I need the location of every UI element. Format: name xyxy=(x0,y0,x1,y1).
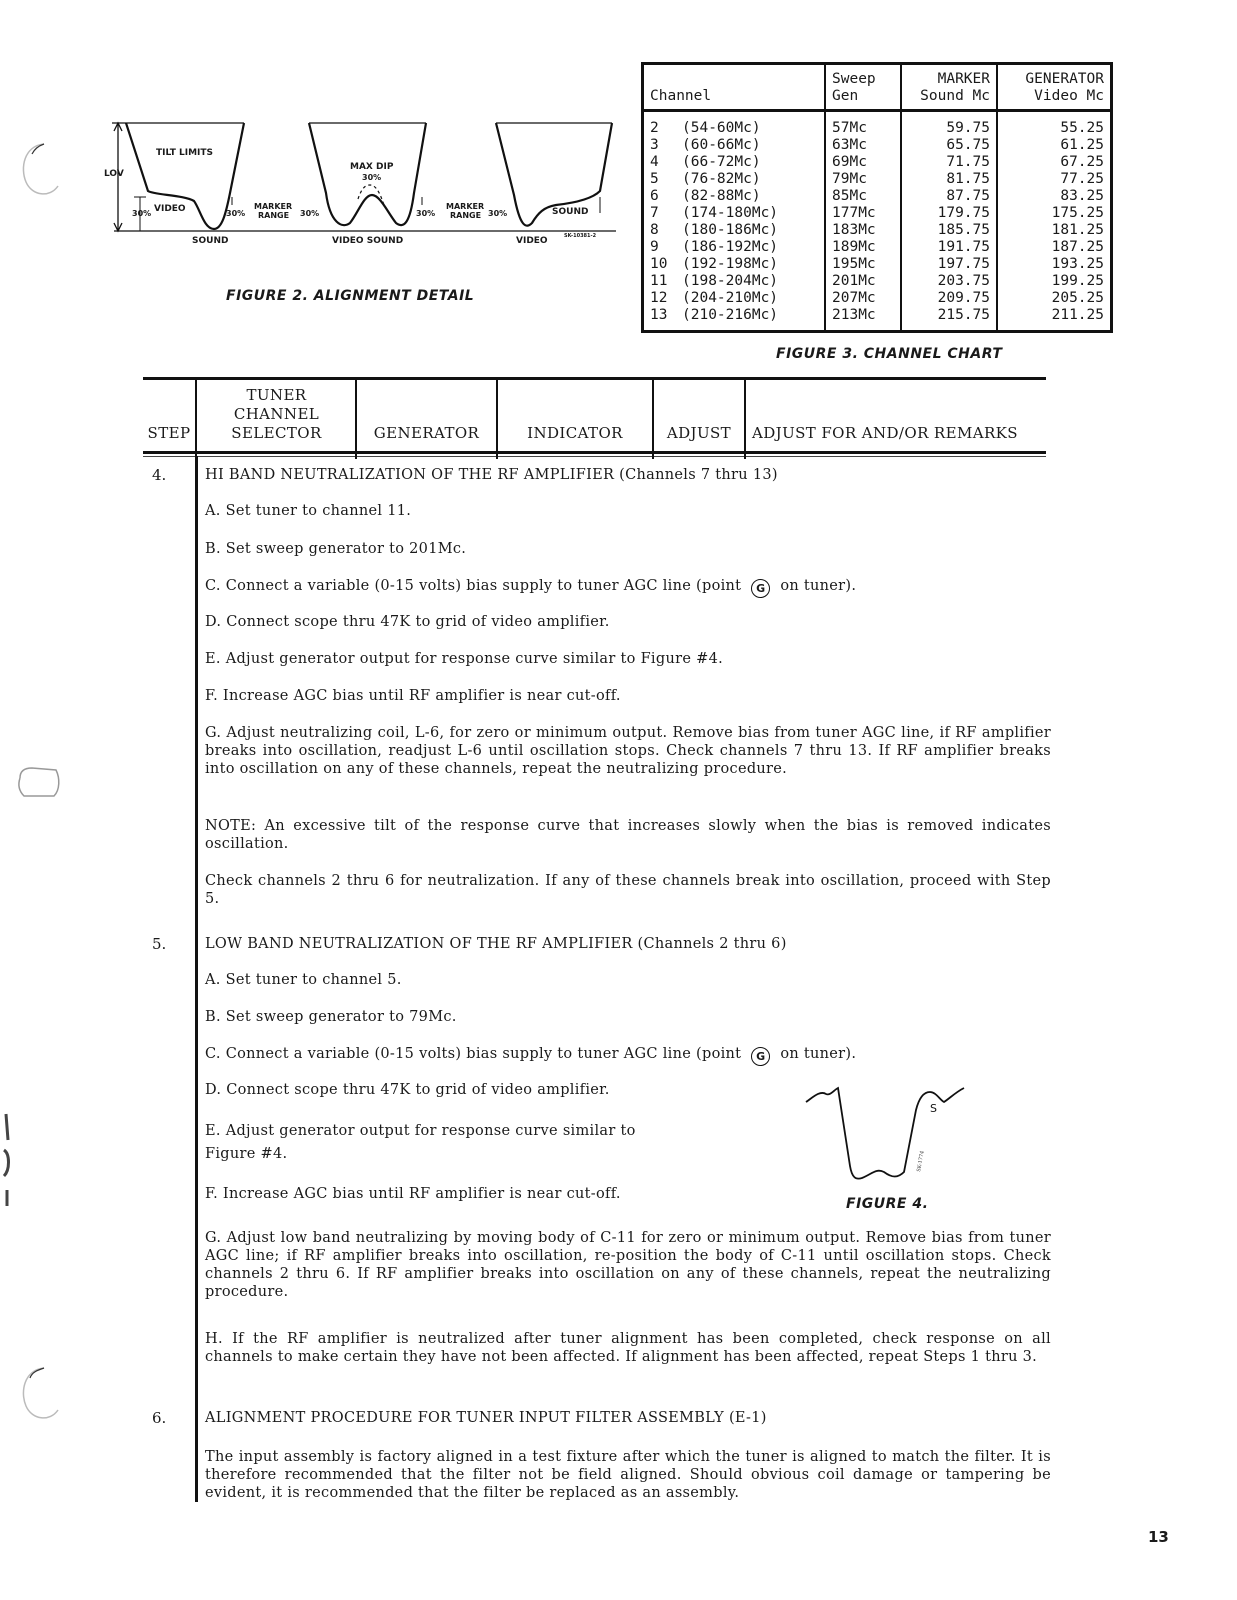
alignment-curves xyxy=(104,113,624,253)
step6-text: The input assembly is factory aligned in a test fixture after which the tuner is aligned to match the filter. It is therefore recommended that the filter not be field aligned. Should obvious coil damage or tampering be evident, it is recommended that the filter be replaced as an assembly. xyxy=(205,1449,1051,1501)
generator-video-cell: 61.25 xyxy=(997,137,1112,154)
tuner-column-header: TUNER CHANNEL SELECTOR xyxy=(231,386,322,442)
pct-label-5: 30% xyxy=(488,209,508,218)
pct-label-2: 30% xyxy=(226,209,246,218)
channel-row xyxy=(643,188,1112,205)
figure2-code: SK-10381-2 xyxy=(564,233,597,239)
point-g-icon: G xyxy=(751,1047,770,1066)
generator-video-cell: 211.25 xyxy=(997,307,1112,332)
marker-range-label-1a: MARKER xyxy=(254,202,293,211)
sweep-gen-cell: 79Mc xyxy=(825,171,901,188)
step5-b: B. Set sweep generator to 79Mc. xyxy=(205,1009,457,1025)
step4-c: C. Connect a variable (0-15 volts) bias supply to tuner AGC line (point G on tuner). xyxy=(205,577,856,598)
figure2-caption: FIGURE 2. ALIGNMENT DETAIL xyxy=(226,288,475,304)
marker-sound-cell: 185.75 xyxy=(901,222,997,239)
column-divider xyxy=(355,377,357,459)
step4-note: NOTE: An excessive tilt of the response curve that increases slowly when the bias is removed indicates oscillation. xyxy=(205,818,1051,852)
generator-video-cell: 67.25 xyxy=(997,154,1112,171)
sweep-gen-cell: 189Mc xyxy=(825,239,901,256)
point-g-icon: G xyxy=(751,579,770,598)
channel-row xyxy=(643,290,1112,307)
response-curve-icon xyxy=(800,1080,970,1200)
channel-cell: 13 (210-216Mc) xyxy=(643,307,826,332)
sweep-gen-cell: 201Mc xyxy=(825,273,901,290)
channel-cell: 7 (174-180Mc) xyxy=(643,205,826,222)
channel-cell: 6 (82-88Mc) xyxy=(643,188,826,205)
channel-row xyxy=(643,171,1112,188)
pct-label-3: 30% xyxy=(300,209,320,218)
sweep-gen-cell: 195Mc xyxy=(825,256,901,273)
sweep-gen-cell: 57Mc xyxy=(825,111,901,138)
channel-cell: 10 (192-198Mc) xyxy=(643,256,826,273)
channel-chart-body xyxy=(643,111,1112,332)
marker-sound-cell: 81.75 xyxy=(901,171,997,188)
binding-marks xyxy=(0,1110,14,1210)
marker-range-label-1b: RANGE xyxy=(258,211,290,220)
step-column-header: STEP xyxy=(147,424,191,442)
step-divider-line xyxy=(195,456,198,1502)
tilt-limits-label: TILT LIMITS xyxy=(156,148,214,158)
marker-range-label-2a: MARKER xyxy=(446,202,485,211)
step4-a: A. Set tuner to channel 11. xyxy=(205,503,412,519)
generator-video-cell: 181.25 xyxy=(997,222,1112,239)
channel-cell: 11 (198-204Mc) xyxy=(643,273,826,290)
sweep-gen-cell: 213Mc xyxy=(825,307,901,332)
marker-sound-cell: 197.75 xyxy=(901,256,997,273)
channel-cell: 8 (180-186Mc) xyxy=(643,222,826,239)
channel-cell: 12 (204-210Mc) xyxy=(643,290,826,307)
channel-row xyxy=(643,222,1112,239)
header-rule-top xyxy=(143,377,1046,380)
lov-label: LOV xyxy=(104,169,124,179)
step5-e-line1: E. Adjust generator output for response curve similar to xyxy=(205,1123,636,1139)
channel-row xyxy=(643,154,1112,171)
step4-f: F. Increase AGC bias until RF amplifier is near cut-off. xyxy=(205,688,621,704)
sweep-gen-cell: 183Mc xyxy=(825,222,901,239)
channel-cell: 4 (66-72Mc) xyxy=(643,154,826,171)
channel-header: Channel xyxy=(643,64,826,111)
sweep-gen-header: Sweep Gen xyxy=(825,64,901,111)
channel-chart-table xyxy=(641,62,1113,333)
video-label-1: VIDEO xyxy=(154,204,186,214)
pct-label-4: 30% xyxy=(416,209,436,218)
step5-d: D. Connect scope thru 47K to grid of video amplifier. xyxy=(205,1082,610,1098)
channel-chart-header-row xyxy=(643,64,1112,111)
channel-cell: 3 (60-66Mc) xyxy=(643,137,826,154)
step4-b: B. Set sweep generator to 201Mc. xyxy=(205,541,467,557)
generator-video-cell: 205.25 xyxy=(997,290,1112,307)
marker-sound-header: MARKER Sound Mc xyxy=(901,64,997,111)
marker-sound-cell: 179.75 xyxy=(901,205,997,222)
remarks-column-header: ADJUST FOR AND/OR REMARKS xyxy=(752,424,1018,442)
marker-sound-cell: 215.75 xyxy=(901,307,997,332)
generator-video-cell: 77.25 xyxy=(997,171,1112,188)
max-dip-label: MAX DIP xyxy=(350,162,394,172)
step6-title: ALIGNMENT PROCEDURE FOR TUNER INPUT FILTER ASSEMBLY (E-1) xyxy=(205,1410,767,1426)
marker-sound-cell: 209.75 xyxy=(901,290,997,307)
step4-d: D. Connect scope thru 47K to grid of video amplifier. xyxy=(205,614,610,630)
figure4-s-label: S xyxy=(930,1102,937,1115)
column-divider xyxy=(496,377,498,459)
marker-sound-cell: 59.75 xyxy=(901,111,997,138)
adjust-column-header: ADJUST xyxy=(666,424,732,442)
alignment-detail-figure xyxy=(104,113,624,253)
step-number-5: 5. xyxy=(152,935,167,953)
channel-row xyxy=(643,239,1112,256)
column-divider xyxy=(744,377,746,459)
step-number-6: 6. xyxy=(152,1409,167,1427)
step4-g: G. Adjust neutralizing coil, L-6, for zero or minimum output. Remove bias from tuner AGC line, if RF amplifier breaks into oscillation, readjust L-6 until oscillation stops. Check channels 7 thru 13. If RF amplifier breaks into oscillation on any of these channels, repeat the neutralizing procedure. xyxy=(205,725,1051,777)
marker-sound-cell: 203.75 xyxy=(901,273,997,290)
step4-e: E. Adjust generator output for response curve similar to Figure #4. xyxy=(205,651,723,667)
generator-video-cell: 187.25 xyxy=(997,239,1112,256)
channel-cell: 2 (54-60Mc) xyxy=(643,111,826,138)
indicator-column-header: INDICATOR xyxy=(527,424,623,442)
channel-row xyxy=(643,256,1112,273)
pct-label-1: 30% xyxy=(132,209,152,218)
sweep-gen-cell: 63Mc xyxy=(825,137,901,154)
max-dip-pct: 30% xyxy=(362,173,382,182)
step5-h: H. If the RF amplifier is neutralized after tuner alignment has been completed, check response on all channels to make certain they have not been affected. If alignment has been affected, repeat Steps 1 thru 3. xyxy=(205,1331,1051,1365)
figure4-code: SK-1774 xyxy=(916,1150,926,1173)
channel-row xyxy=(643,137,1112,154)
marker-sound-cell: 87.75 xyxy=(901,188,997,205)
sweep-gen-cell: 207Mc xyxy=(825,290,901,307)
generator-video-cell: 193.25 xyxy=(997,256,1112,273)
step5-title: LOW BAND NEUTRALIZATION OF THE RF AMPLIFIER (Channels 2 thru 6) xyxy=(205,936,787,952)
figure4-caption: FIGURE 4. xyxy=(846,1196,929,1212)
generator-video-cell: 175.25 xyxy=(997,205,1112,222)
step5-c: C. Connect a variable (0-15 volts) bias supply to tuner AGC line (point G on tuner). xyxy=(205,1045,856,1066)
generator-column-header: GENERATOR xyxy=(373,424,480,442)
figure4-response-curve xyxy=(800,1080,970,1200)
page-number: 13 xyxy=(1148,1528,1169,1546)
step5-e-line2: Figure #4. xyxy=(205,1146,288,1162)
video-label-3: VIDEO xyxy=(516,236,548,246)
sweep-gen-cell: 85Mc xyxy=(825,188,901,205)
video-sound-label: VIDEO SOUND xyxy=(332,236,404,246)
step5-a: A. Set tuner to channel 5. xyxy=(205,972,402,988)
channel-cell: 9 (186-192Mc) xyxy=(643,239,826,256)
marker-sound-cell: 71.75 xyxy=(901,154,997,171)
punch-hole-top xyxy=(14,138,66,208)
marker-sound-cell: 65.75 xyxy=(901,137,997,154)
channel-row xyxy=(643,111,1112,138)
channel-row xyxy=(643,273,1112,290)
step4-title: HI BAND NEUTRALIZATION OF THE RF AMPLIFIER (Channels 7 thru 13) xyxy=(205,467,778,483)
sound-label-3: SOUND xyxy=(552,207,589,217)
step-number-4: 4. xyxy=(152,466,167,484)
figure3-caption: FIGURE 3. CHANNEL CHART xyxy=(776,346,1003,362)
header-rule-bottom xyxy=(143,451,1046,454)
step5-g: G. Adjust low band neutralizing by moving body of C-11 for zero or minimum output. Remove bias from tuner AGC line; if RF amplifier breaks into oscillation, re-position the body of C-11 until oscillation stops. Check channels 2 thru 6. If RF amplifier breaks into oscillation on any of these channels, repeat the neutralizing procedure. xyxy=(205,1230,1051,1300)
sweep-gen-cell: 69Mc xyxy=(825,154,901,171)
punch-hole-bottom xyxy=(14,1362,66,1432)
step4-check: Check channels 2 thru 6 for neutralization. If any of these channels break into oscillation, proceed with Step 5. xyxy=(205,873,1051,907)
generator-video-cell: 199.25 xyxy=(997,273,1112,290)
channel-row xyxy=(643,205,1112,222)
channel-cell: 5 (76-82Mc) xyxy=(643,171,826,188)
header-rule-bottom-thin xyxy=(143,456,1046,457)
marker-sound-cell: 191.75 xyxy=(901,239,997,256)
generator-video-header: GENERATOR Video Mc xyxy=(997,64,1112,111)
punch-hole-middle xyxy=(12,760,64,810)
generator-video-cell: 55.25 xyxy=(997,111,1112,138)
channel-row xyxy=(643,307,1112,332)
marker-range-label-2b: RANGE xyxy=(450,211,482,220)
column-divider xyxy=(652,377,654,459)
sound-label-1: SOUND xyxy=(192,236,229,246)
sweep-gen-cell: 177Mc xyxy=(825,205,901,222)
step5-f: F. Increase AGC bias until RF amplifier is near cut-off. xyxy=(205,1186,621,1202)
generator-video-cell: 83.25 xyxy=(997,188,1112,205)
column-divider xyxy=(195,377,197,459)
